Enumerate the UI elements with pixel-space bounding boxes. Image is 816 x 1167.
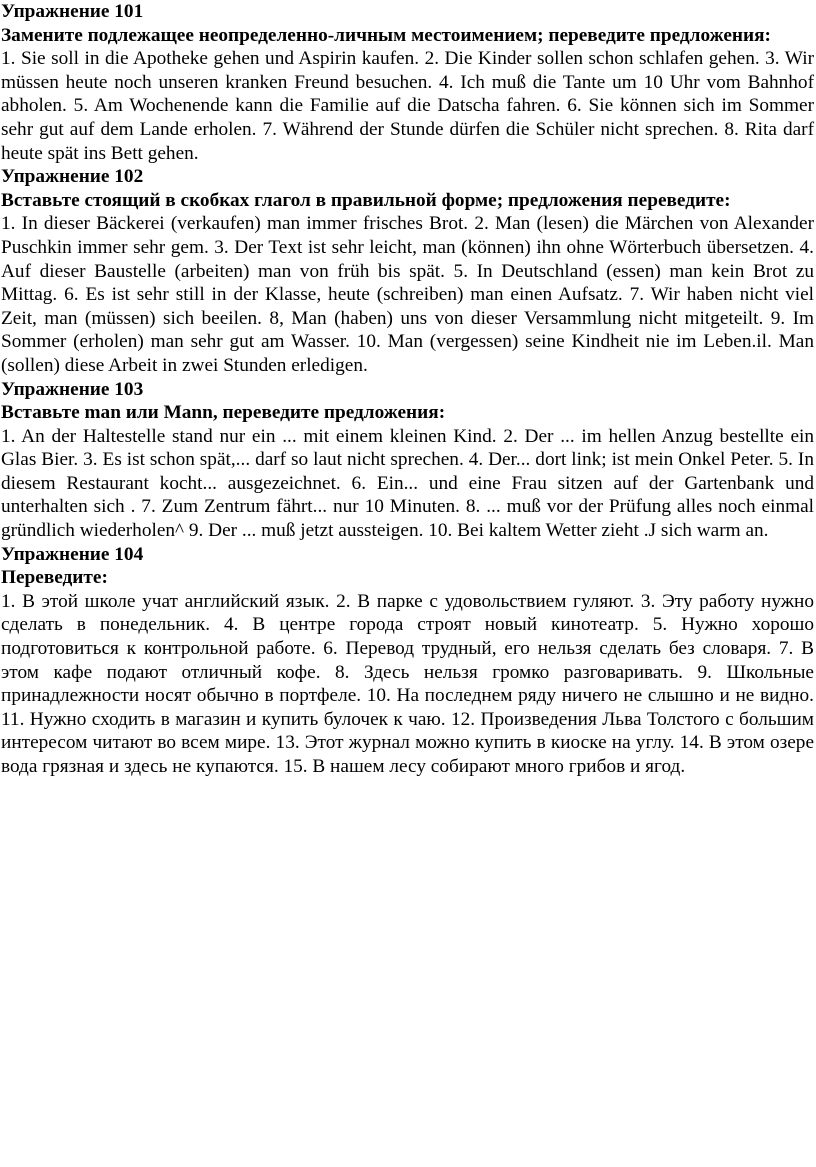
exercise-text: 1. Sie soll in die Apotheke gehen und Aspirin kaufen. 2. Die Kinder sollen schon schlafen gehen. 3. Wir müssen heute noch unseren kranken Freund besuchen. 4. Ich muß die Tante um 10 Uhr vom Bahnhof abholen. 5. Am Wochenende kann die Familie auf die Datscha fahren. 6. Sie können sich im Sommer sehr gut auf dem Lande erholen. 7. Während der Stunde dürfen die Schüler nicht sprechen. 8. Rita darf heute spät ins Bett gehen.: [1, 48, 814, 164]
exercise-title: Упражнение 104: [1, 543, 144, 565]
exercise-instruction: Вставьте стоящий в скобках глагол в правильной форме; предложения переведите:: [1, 189, 731, 211]
exercise-title: Упражнение 103: [1, 378, 144, 400]
exercise-text: 1. В этой школе учат английский язык. 2. В парке с удовольствием гуляют. 3. Эту работу нужно сделать в понедельник. 4. В центре города строят новый кинотеатр. 5. Нужно хорошо подготовиться к контрольной работе. 6. Перевод трудный, его нельзя сделать без словаря. 7. В этом кафе подают отличный кофе. 8. Здесь нельзя громко разговаривать. 9. Школьные принадлежности носят обычно в портфеле. 10. На последнем ряду ничего не слышно и не видно. 11. Нужно сходить в магазин и купить булочек к чаю. 12. Произведения Льва Толстого с большим интересом читают во всем мире. 13. Этот журнал можно купить в киоске на углу. 14. В этом озере вода грязная и здесь не купаются. 15. В нашем лесу собирают много грибов и ягод.: [1, 590, 814, 777]
exercise-title: Упражнение 101: [1, 1, 144, 22]
document-page: [1, 0, 814, 779]
exercise-101: [1, 0, 814, 165]
exercise-instruction: Переведите:: [1, 567, 108, 589]
exercise-instruction: Замените подлежащее неопределенно-личным местоимением; переведите предложения:: [1, 24, 771, 46]
exercise-103: [1, 378, 814, 543]
exercise-text: 1. In dieser Bäckerei (verkaufen) man immer frisches Brot. 2. Man (lesen) die Märchen von Alexander Puschkin immer sehr gem. 3. Der Text ist sehr leicht, man (können) ihn ohne Wörterbuch übersetzen. 4. Auf dieser Baustelle (arbeiten) man von früh bis spät. 5. In Deutschland (essen) man kein Brot zu Mittag. 6. Es ist sehr still in der Klasse, heute (schreiben) man einen Aufsatz. 7. Wir haben nicht viel Zeit, man (müssen) sich beeilen. 8, Man (haben) uns von dieser Versammlung nicht mitgeteilt. 9. Im Sommer (erholen) man sehr gut am Wasser. 10. Man (vergessen) seine Kindheit nie im Leben.il. Man (sollen) diese Arbeit in zwei Stunden erledigen.: [1, 213, 814, 376]
exercise-text: 1. An der Haltestelle stand nur ein ... mit einem kleinen Kind. 2. Der ... im hellen Anzug bestellte ein Glas Bier. 3. Es ist schon spät,... darf so laut nicht sprechen. 4. Der... dort link; ist mein Onkel Peter. 5. In diesem Restaurant kocht... ausgezeichnet. 6. Ein... und eine Frau sitzen auf der Gartenbank und unterhalten sich . 7. Zum Zentrum fährt... nur 10 Minuten. 8. ... muß vor der Prüfung alles noch einmal gründlich wiederholen^ 9. Der ... muß jetzt aussteigen. 10. Bei kaltem Wetter zieht .J sich warm an.: [1, 425, 814, 542]
exercise-instruction: Вставьте man или Mann, переведите предложения:: [1, 402, 446, 424]
exercise-104: [1, 543, 814, 779]
exercise-title: Упражнение 102: [1, 166, 144, 188]
exercise-102: [1, 165, 814, 377]
